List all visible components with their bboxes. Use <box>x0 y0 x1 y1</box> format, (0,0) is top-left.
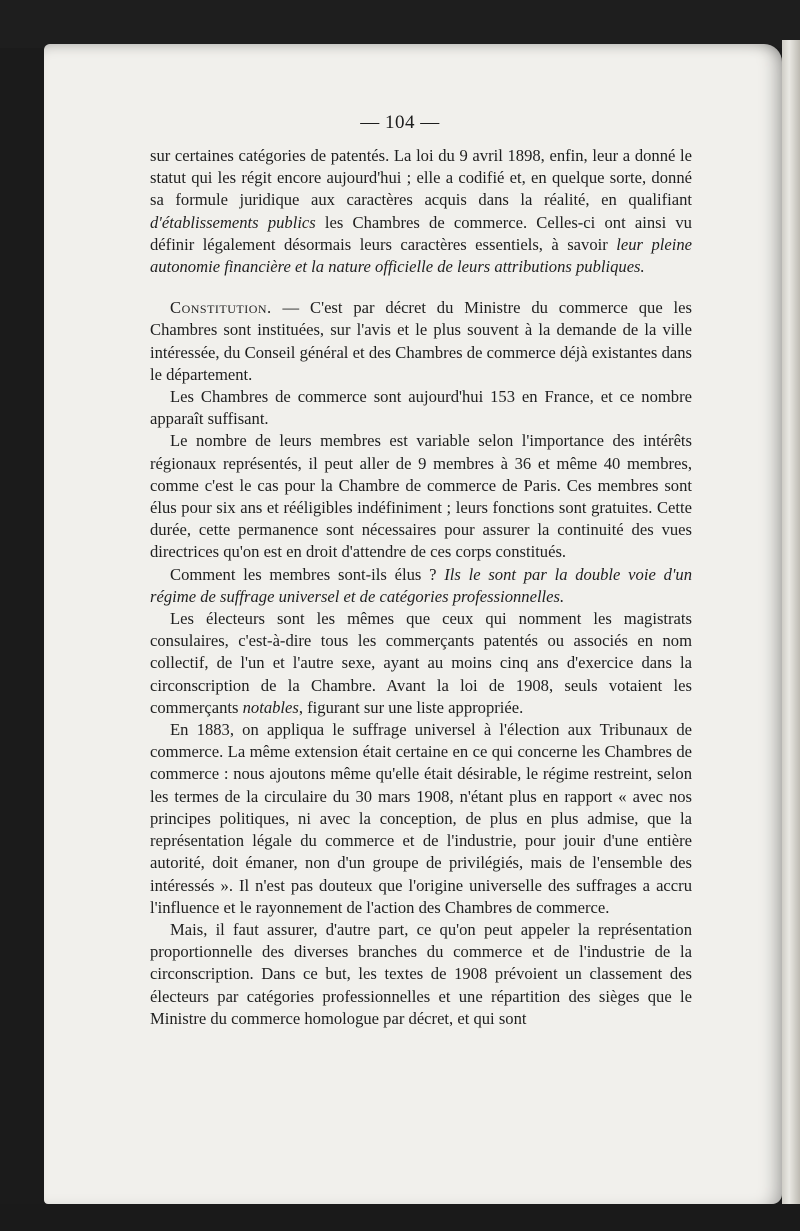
page-edge <box>782 40 800 1231</box>
paragraph-7 <box>150 719 692 919</box>
text-segment: En 1883, on appliqua le suffrage universel à l'élection aux Tribunaux de commerce. La même extension était certaine en ce qui concerne les Chambres de commerce : nous ajoutons même qu'elle était désirable, le régime restreint, selon les termes de la circulaire du 30 mars 1908, n'étant plus en rapport « avec nos principes politiques, ni avec la conception, de plus en plus admise, que la représentation légale du commerce et de l'industrie, pour jouir d'une entière autorité, doit émaner, non d'un groupe de privilégiés, mais de l'ensemble des intéressés ». Il n'est pas douteux que l'origine universelle des suffrages a accru l'influence et le rayonnement de l'action des Chambres de commerce. <box>150 720 692 917</box>
page-number: — 104 — <box>360 112 440 133</box>
text-segment: , figurant sur une liste appropriée. <box>298 697 524 717</box>
text-segment: Les électeurs sont les mêmes que ceux qui nomment les magistrats consulaires, c'est-à-dire tous les commerçants patentés ou associés en nom collectif, de l'un et l'autre sexe, ayant au moins cinq ans d'exercice dans la circonscription de la Chambre. Avant la loi de 1908, seuls votaient les commerçants <box>150 609 692 717</box>
text-segment: Mais, il faut assurer, d'autre part, ce qu'on peut appeler la représentation proportionnelle des diverses branches du commerce et de l'industrie de la circonscription. Dans ce but, les textes de 1908 prévoient un classement des électeurs par catégories professionnelles et une répartition des sièges que le Ministre du commerce homologue par décret, et qui sont <box>150 919 692 1028</box>
section-heading: Constitution. <box>170 298 272 318</box>
italic-segment: leur pleine autonomie financière et la nature officielle de leurs attributions publiques. <box>150 234 692 277</box>
body-text <box>150 145 692 1030</box>
paragraph-8 <box>150 919 692 1030</box>
text-segment: les Chambres de commerce. Celles-ci ont ainsi vu définir légalement désormais leurs caractères essentiels, à savoir <box>150 212 692 254</box>
text-segment: sur certaines catégories de patentés. La loi du 9 avril 1898, enfin, leur a donné le statut qui les régit encore aujourd'hui ; elle a codifié et, en quelque sorte, donné sa formule juridique aux caractères acquis dans la réalité, en qualifiant <box>150 146 692 210</box>
text-segment: Comment les membres sont-ils élus ? <box>170 564 445 584</box>
paragraph-3 <box>150 386 692 430</box>
paragraph-5 <box>150 564 692 608</box>
paragraph-6 <box>150 608 692 719</box>
paragraph-2 <box>150 297 692 386</box>
italic-segment: notables <box>242 697 299 717</box>
paragraph-1 <box>150 145 692 278</box>
scan-background-bottom <box>0 1204 800 1231</box>
scan-background-top <box>0 0 800 48</box>
text-segment: Les Chambres de commerce sont aujourd'hui 153 en France, et ce nombre apparaît suffisant. <box>150 387 692 429</box>
paragraph-4 <box>150 430 692 563</box>
italic-segment: d'établissements publics <box>150 212 316 232</box>
text-segment: — C'est par décret du Ministre du commerce que les Chambres sont instituées, sur l'avis et le plus souvent à la demande de la ville intéressée, du Conseil général et des Chambres de commerce déjà existantes dans le département. <box>150 298 692 384</box>
italic-segment: Ils le sont par la double voie d'un régime de suffrage universel et de catégories professionnelles. <box>150 564 693 606</box>
text-segment: Le nombre de leurs membres est variable selon l'importance des intérêts régionaux représentés, il peut aller de 9 membres à 36 et même 40 membres, comme c'est le cas pour la Chambre de commerce de Paris. Ces membres sont élus pour six ans et rééligibles indéfiniment ; leurs fonctions sont gratuites. Cette durée, cette permanence sont nécessaires pour assurer la continuité des vues directrices qu'on est en droit d'attendre de ces corps constitués. <box>150 431 692 562</box>
